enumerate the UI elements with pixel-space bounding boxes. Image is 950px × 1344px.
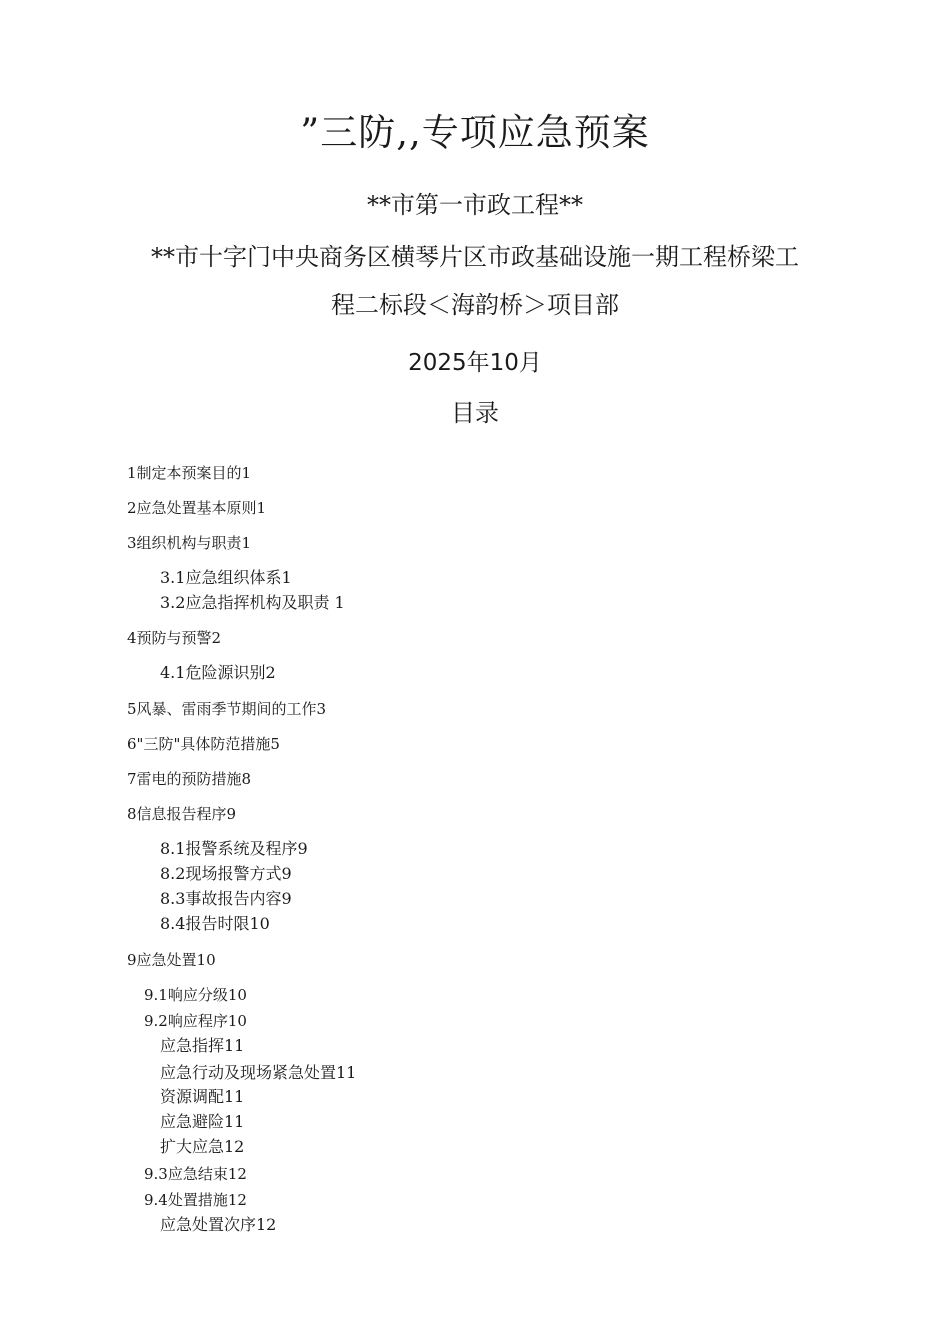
toc-entry[interactable]: 4.1危险源识别2	[160, 663, 276, 682]
toc-entry[interactable]: 资源调配11	[160, 1087, 245, 1106]
toc-entry[interactable]: 9.2响应程序10	[144, 1012, 247, 1030]
toc-entry[interactable]: 8.4报告时限10	[160, 914, 270, 933]
toc-entry[interactable]: 3组织机构与职责1	[127, 534, 252, 552]
document-title: ”三防,,专项应急预案	[300, 111, 650, 154]
toc-entry[interactable]: 应急指挥11	[160, 1036, 245, 1055]
document-date	[0, 345, 950, 381]
toc-entry[interactable]: 5风暴、雷雨季节期间的工作3	[127, 700, 327, 718]
toc-entry[interactable]: 8.2现场报警方式9	[160, 864, 292, 883]
toc-entry[interactable]: 应急处置次序12	[160, 1215, 277, 1234]
project-name-line-2: 程二标段＜海韵桥＞项目部	[331, 291, 619, 319]
date-year: 2025	[408, 350, 467, 376]
toc-entry[interactable]: 9.1响应分级10	[144, 986, 247, 1004]
toc-entry[interactable]: 应急行动及现场紧急处置11	[160, 1063, 357, 1082]
toc-entry[interactable]: 9应急处置10	[127, 951, 216, 969]
toc-entry[interactable]: 3.2应急指挥机构及职责 1	[160, 593, 345, 612]
toc-entry[interactable]: 1制定本预案目的1	[127, 464, 252, 482]
project-name-line-1: **市十字门中央商务区横琴片区市政基础设施一期工程桥梁工	[151, 243, 799, 271]
toc-heading: 目录	[451, 399, 499, 427]
toc-entry[interactable]: 8.1报警系统及程序9	[160, 839, 308, 858]
toc-entry[interactable]: 扩大应急12	[160, 1137, 245, 1156]
toc-entry[interactable]: 2应急处置基本原则1	[127, 499, 267, 517]
date-month-unit: 月	[518, 350, 542, 376]
toc-entry[interactable]: 6"三防"具体防范措施5	[127, 735, 280, 753]
toc-entry[interactable]: 9.3应急结束12	[144, 1165, 247, 1183]
toc-entry[interactable]: 9.4处置措施12	[144, 1191, 247, 1209]
company-name: **市第一市政工程**	[367, 191, 583, 219]
toc-entry[interactable]: 7雷电的预防措施8	[127, 770, 252, 788]
date-year-unit: 年	[466, 350, 490, 376]
date-month: 10	[489, 350, 519, 376]
toc-entry[interactable]: 8信息报告程序9	[127, 805, 237, 823]
toc-entry[interactable]: 3.1应急组织体系1	[160, 568, 292, 587]
toc-entry[interactable]: 应急避险11	[160, 1112, 245, 1131]
toc-entry[interactable]: 4预防与预警2	[127, 629, 222, 647]
toc-entry[interactable]: 8.3事故报告内容9	[160, 889, 292, 908]
